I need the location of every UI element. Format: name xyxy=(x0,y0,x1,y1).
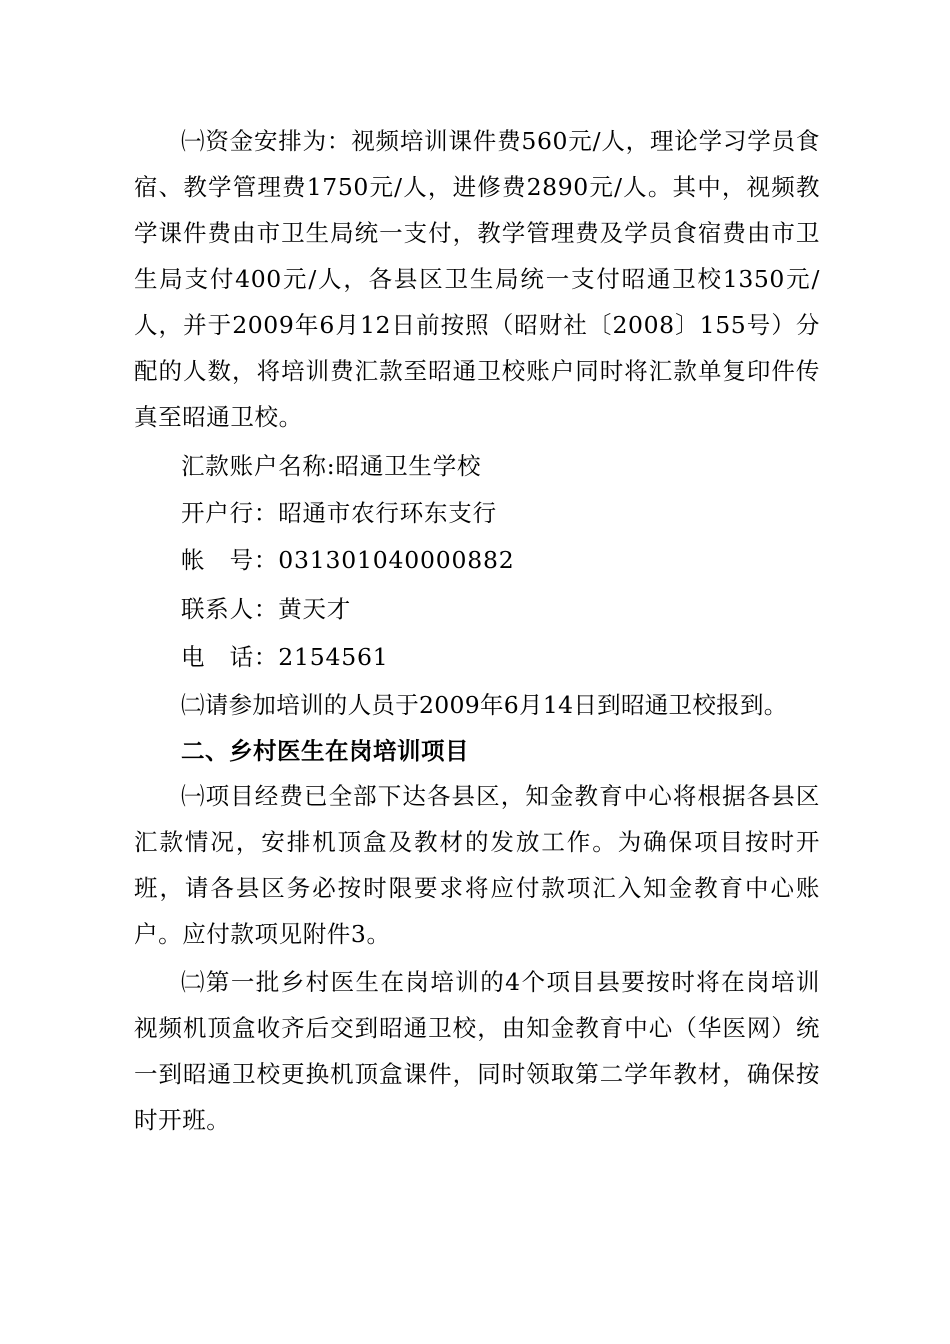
paragraph-first-batch: ㈡第一批乡村医生在岗培训的4个项目县要按时将在岗培训视频机顶盒收齐后交到昭通卫校，由知金教育中心（华医网）统一到昭通卫校更换机顶盒课件，同时领取第二学年教材，确保按时开班。 xyxy=(134,968,820,1134)
paragraph-funding-arrangement: ㈠资金安排为：视频培训课件费560元/人，理论学习学员食宿、教学管理费1750元/人，进修费2890元/人。其中，视频教学课件费由市卫生局统一支付，教学管理费及学员食宿费由市卫生局支付400元/人，各县区卫生局统一支付昭通卫校1350元/人，并于2009年6月12日前按照（昭财社〔2008〕155号）分配的人数，将培训费汇款至昭通卫校账户同时将汇款单复印件传真至昭通卫校。 xyxy=(134,127,820,431)
contact-label: 联系人： xyxy=(181,595,279,623)
phone-line xyxy=(181,634,388,680)
account-number-label: 帐 号： xyxy=(181,546,279,574)
contact-value: 黄天才 xyxy=(278,595,352,623)
account-name-value: 昭通卫生学校 xyxy=(335,452,482,480)
section-heading: 二、乡村医生在岗培训项目 xyxy=(181,737,469,765)
account-number-line xyxy=(181,537,514,583)
account-name-label: 汇款账户名称: xyxy=(181,452,336,480)
account-name-line xyxy=(181,443,481,489)
account-number-value: 031301040000882 xyxy=(278,546,515,574)
bank-value: 昭通市农行环东支行 xyxy=(278,499,497,527)
contact-line xyxy=(181,586,351,632)
phone-label: 电 话： xyxy=(181,643,279,671)
phone-value: 2154561 xyxy=(278,643,389,671)
bank-label: 开户行： xyxy=(181,499,279,527)
paragraph-project-funds: ㈠项目经费已全部下达各县区，知金教育中心将根据各县区汇款情况，安排机顶盒及教材的发放工作。为确保项目按时开班，请各县区务必按时限要求将应付款项汇入知金教育中心账户。应付款项见附件3。 xyxy=(134,782,820,948)
bank-line xyxy=(181,490,497,536)
paragraph-registration: ㈡请参加培训的人员于2009年6月14日到昭通卫校报到。 xyxy=(181,691,788,719)
